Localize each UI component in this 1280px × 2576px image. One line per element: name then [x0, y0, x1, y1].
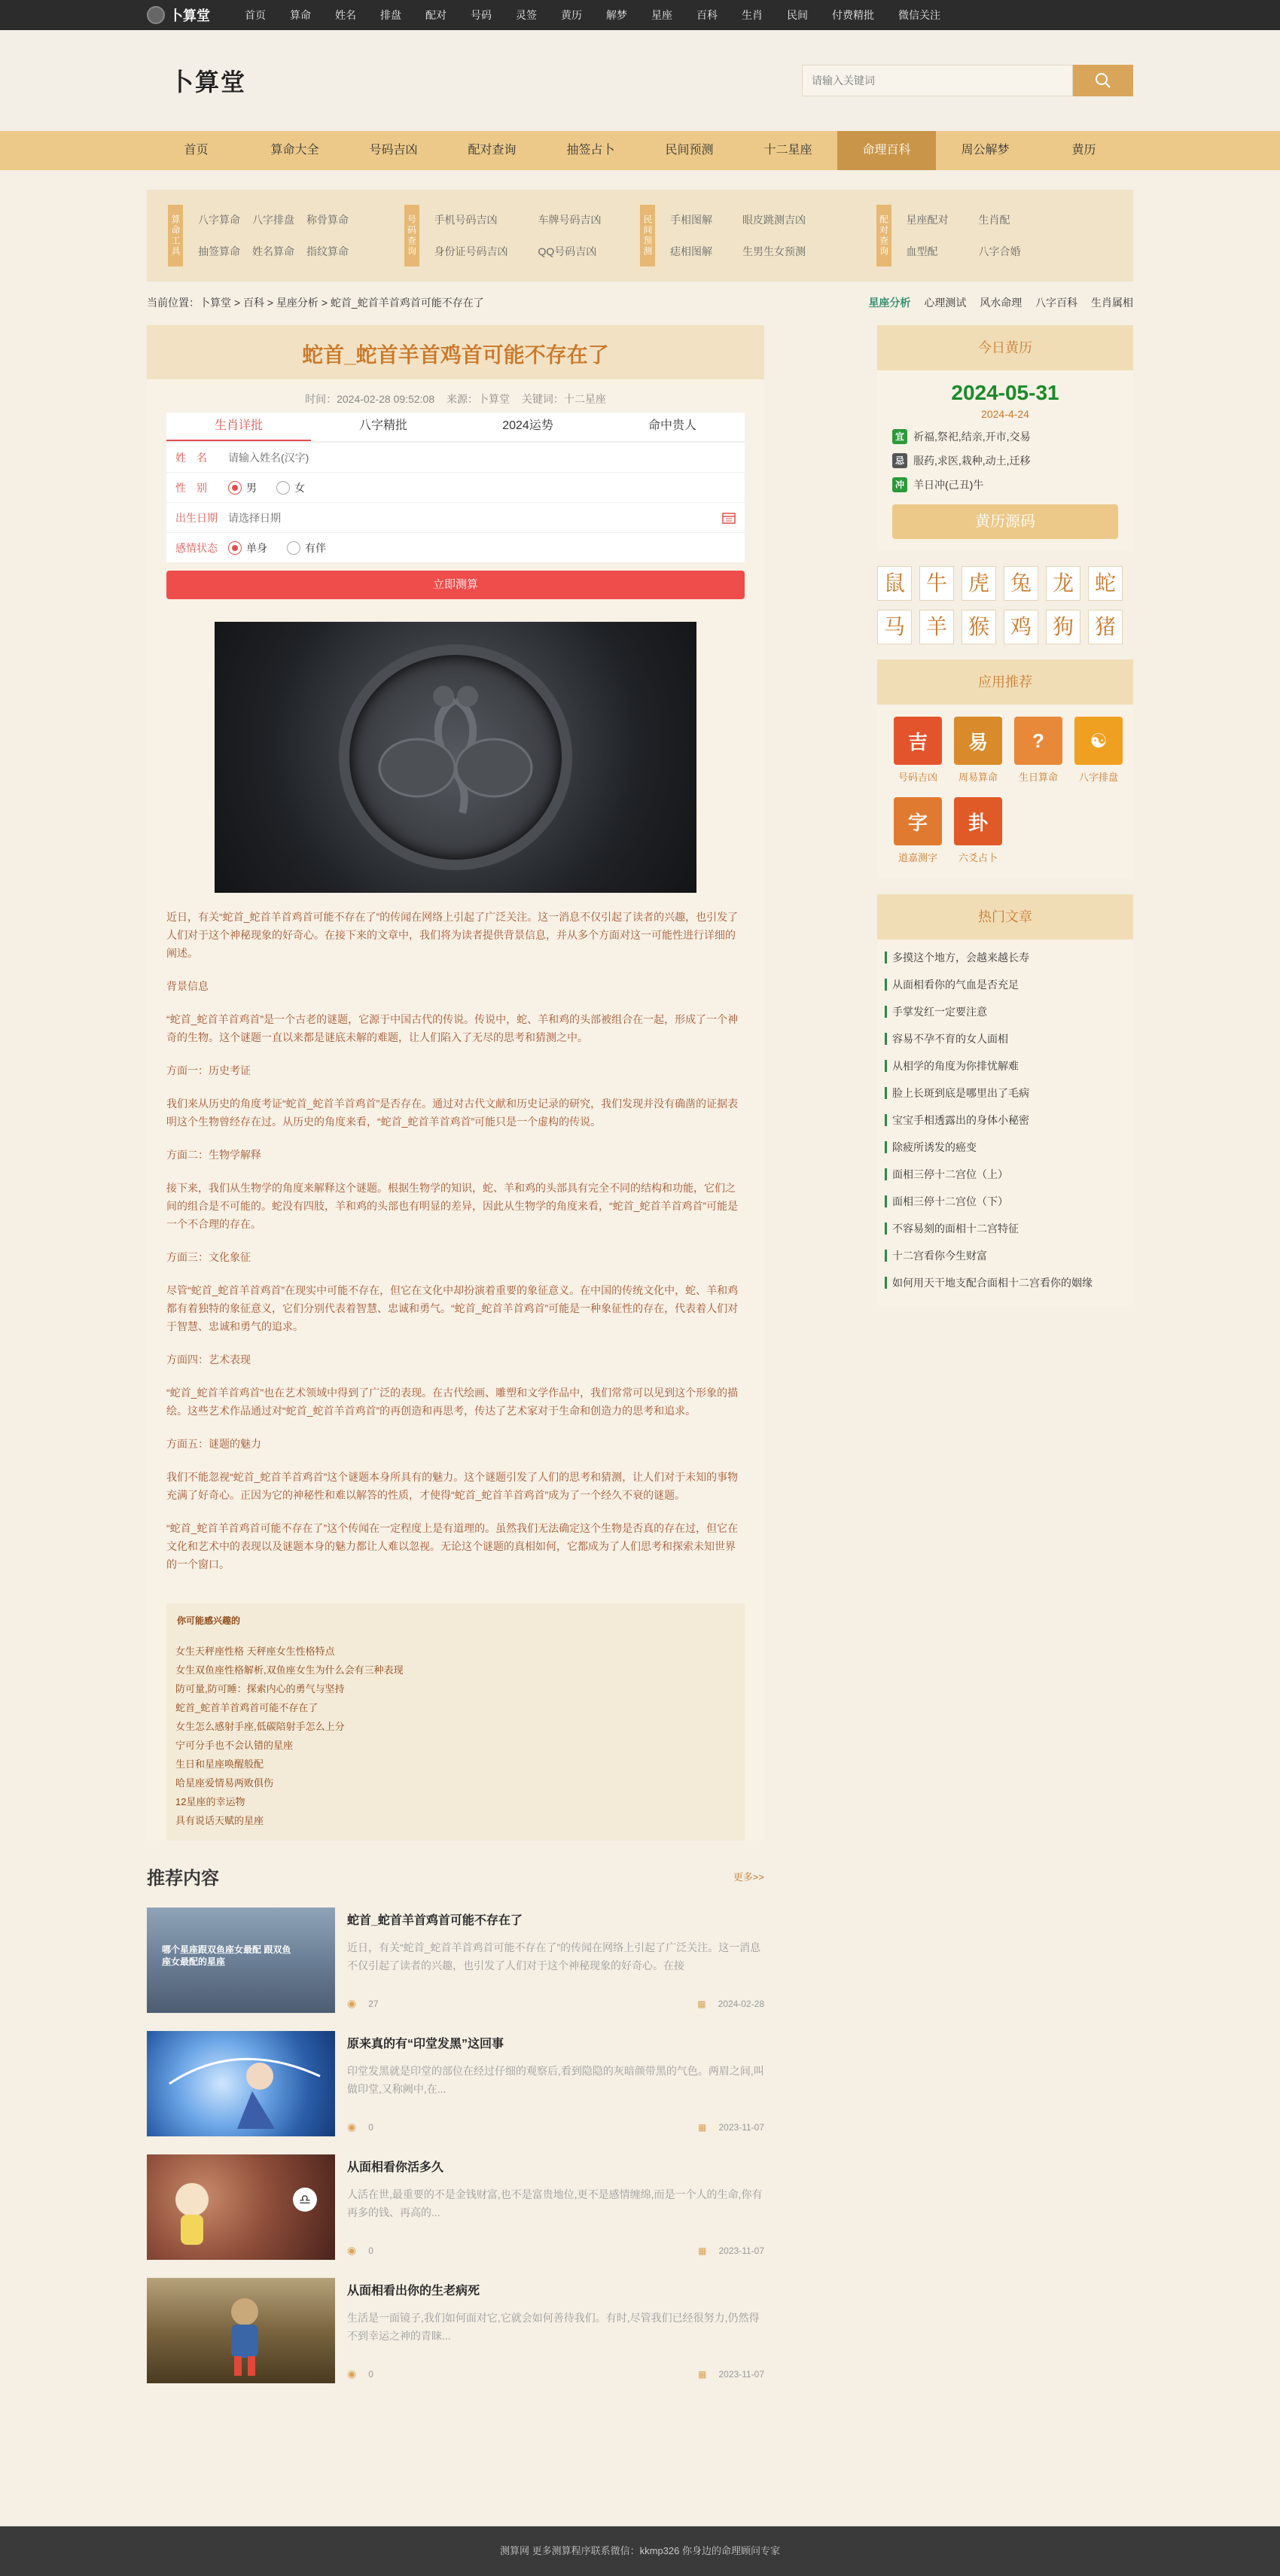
- hot-article-link[interactable]: 手掌发红一定要注意: [885, 998, 1126, 1025]
- sidebar: [877, 325, 1133, 2383]
- search-button[interactable]: [1073, 65, 1133, 96]
- app-label: 号码吉凶: [898, 772, 937, 783]
- related-link[interactable]: 防可量,防可睡：探索内心的勇气与坚持: [175, 1683, 345, 1694]
- single-label: 单身: [246, 541, 267, 554]
- app-label: 周易算命: [958, 772, 998, 783]
- hot-article-link[interactable]: 从面相看你的气血是否充足: [885, 971, 1126, 998]
- tool-link[interactable]: 生肖配: [978, 214, 1010, 226]
- app-label: 六爻占卜: [958, 852, 998, 863]
- recommend-item-title[interactable]: 从面相看你活多久: [347, 2161, 444, 2174]
- app-icon: ?: [1014, 717, 1062, 765]
- tool-link[interactable]: 身份证号码吉凶: [434, 245, 508, 257]
- svg-text:♎: ♎: [298, 2192, 312, 2207]
- recommend-item-title[interactable]: 蛇首_蛇首羊首鸡首可能不存在了: [347, 1914, 523, 1927]
- zodiac-grid: [877, 566, 1133, 644]
- tool-link[interactable]: 星座配对: [906, 214, 949, 226]
- content-wrap: [147, 325, 1133, 2383]
- site-logo[interactable]: 卜算堂: [169, 68, 247, 96]
- almanac-date: 2024-05-31: [951, 381, 1059, 404]
- article-keywords: 关键词：十二星座: [521, 393, 606, 405]
- view-count: 27: [368, 1999, 379, 2009]
- article-meta: [147, 379, 764, 413]
- hot-article-link[interactable]: 多摸这个地方，会越来越长寿: [885, 944, 1126, 971]
- article-paragraph: 接下来，我们从生物学的角度来解释这个谜题。根据生物学的知识，蛇、羊和鸡的头部具有完全不同的结构和功能，它们之间的组合是不可能的。蛇没有四肢，羊和鸡的头部也有明显的差异，因此从生物学的角度来看，“蛇首_蛇首羊首鸡首”可能是一个不合理的存在。: [166, 1182, 739, 1230]
- related-link[interactable]: 蛇首_蛇首羊首鸡首可能不存在了: [175, 1702, 318, 1713]
- tool-link[interactable]: QQ号码吉凶: [538, 245, 597, 257]
- calculate-button[interactable]: 立即测算: [166, 571, 745, 599]
- top-nav-item[interactable]: 解梦: [606, 9, 627, 21]
- app-item[interactable]: [1008, 717, 1068, 784]
- search-box: [802, 65, 1133, 96]
- tool-link[interactable]: 八字算命: [198, 214, 240, 226]
- eye-icon: ◉: [347, 2121, 357, 2133]
- recommend-item-desc: 近日，有关“蛇首_蛇首羊首鸡首可能不存在了”的传闻在网络上引起了广泛关注。这一消息不仅引起了读者的兴趣，也引发了人们对于这个神秘现象的好奇心。在接: [347, 1941, 761, 1972]
- male-label: 男: [246, 481, 257, 494]
- category-link-active[interactable]: 星座分析: [868, 297, 911, 309]
- apps-card: [877, 659, 1133, 879]
- status-single-radio[interactable]: [228, 540, 267, 556]
- tool-link[interactable]: 车牌号码吉凶: [538, 214, 602, 226]
- tool-group-tag: 配对查询: [876, 205, 891, 266]
- eye-icon: ◉: [347, 2367, 357, 2380]
- recommend-thumb[interactable]: [147, 2031, 335, 2136]
- logo-icon: [147, 6, 165, 24]
- radio-checked-icon: [228, 541, 242, 555]
- related-articles: [166, 1603, 745, 1841]
- top-nav-item[interactable]: 灵签: [516, 9, 537, 21]
- related-link[interactable]: 具有说话天赋的星座: [175, 1815, 264, 1826]
- ji-icon: 忌: [892, 453, 907, 468]
- female-label: 女: [294, 481, 305, 494]
- hot-article-link[interactable]: 十二宫看你今生财富: [885, 1242, 1126, 1269]
- tool-link[interactable]: 痣相图解: [670, 245, 712, 257]
- app-icon: ☯: [1074, 717, 1123, 765]
- top-nav-item[interactable]: 姓名: [335, 9, 356, 21]
- article-paragraph: 我们来从历史的角度考证“蛇首_蛇首羊首鸡首”是否存在。通过对古代文献和历史记录的研究，我们发现并没有确凿的证据表明这个生物曾经存在过。从历史的角度来看，“蛇首_蛇首羊首鸡首”可能只是一个虚构的传说。: [166, 1098, 739, 1128]
- medallion-engraving: [349, 655, 562, 860]
- recommend-item[interactable]: [147, 2031, 764, 2136]
- name-input[interactable]: 请输入姓名(汉字): [228, 451, 309, 464]
- top-bar: [0, 0, 1280, 30]
- related-link[interactable]: 12星座的幸运物: [175, 1796, 245, 1807]
- tool-link[interactable]: 手机号码吉凶: [434, 214, 498, 226]
- recommend-thumb[interactable]: [147, 2278, 335, 2383]
- recommend-title: 推荐内容: [147, 1868, 219, 1889]
- calendar-icon: ▦: [698, 2368, 707, 2380]
- app-icon: 易: [954, 717, 1002, 765]
- eye-icon: ◉: [347, 1997, 357, 2009]
- top-nav-item[interactable]: 微信关注: [898, 9, 940, 21]
- article-paragraph: 尽管“蛇首_蛇首羊首鸡首”在现实中可能不存在，但它在文化中却扮演着重要的象征意义。在中国的传统文化中，蛇、羊和鸡都有着独特的象征意义，它们分别代表着智慧、忠诚和勇气。“蛇首_蛇首羊首鸡首”可能是一种象征性的存在，代表着人们对于智慧、忠诚和勇气的追求。: [166, 1284, 739, 1332]
- breadcrumb-link[interactable]: 星座分析: [276, 297, 318, 309]
- top-nav-item[interactable]: 首页: [245, 9, 266, 21]
- article-subheading: 方面五：谜题的魅力: [166, 1438, 261, 1450]
- search-icon: [1095, 72, 1111, 89]
- zodiac-rooster[interactable]: 鸡: [1004, 610, 1038, 644]
- related-link[interactable]: 女生天秤座性格 天秤座女生性格特点: [175, 1646, 335, 1657]
- related-link[interactable]: 宁可分手也不会认错的星座: [175, 1740, 294, 1751]
- top-nav-item[interactable]: 星座: [651, 9, 672, 21]
- publish-date: 2023-11-07: [718, 2368, 764, 2380]
- article-subheading: 方面三：文化象征: [166, 1251, 251, 1263]
- radio-unchecked-icon: [276, 481, 290, 495]
- tool-group-fortune: [168, 205, 404, 266]
- zodiac-dragon[interactable]: 龙: [1046, 566, 1080, 601]
- article-paragraph: “蛇首_蛇首羊首鸡首”是一个古老的谜题，它源于中国古代的传说。传说中，蛇、羊和鸡的头部被组合在一起，形成了一个神奇的生物。这个谜题一直以来都是谜底未解的难题，让人们陷入了无尽的思考和猜测之中。: [166, 1013, 739, 1043]
- birth-label: 出生日期: [175, 511, 218, 524]
- name-label: 姓 名: [175, 451, 207, 464]
- header: [0, 30, 1280, 131]
- category-link[interactable]: 生肖属相: [1091, 297, 1133, 309]
- related-title: 你可能感兴趣的: [177, 1615, 241, 1626]
- form-row-status: [166, 533, 745, 563]
- article-paragraph: “蛇首_蛇首羊首鸡首可能不存在了”这个传闻在一定程度上是有道理的。虽然我们无法确定这个生物是否真的存在过，但它在文化和艺术中的表现以及谜题本身的魅力都让人难以忽视。无论这个谜题的真相如何，它都成为了人们思考和探索未知世界的一个窗口。: [166, 1522, 739, 1570]
- main-nav-item[interactable]: 民间预测: [665, 144, 714, 157]
- publish-date: 2024-02-28: [718, 1998, 764, 2009]
- category-links: [858, 295, 1133, 312]
- category-link[interactable]: 心理测试: [924, 297, 967, 309]
- tool-link[interactable]: 手相图解: [670, 214, 712, 226]
- article-paragraph: 近日，有关“蛇首_蛇首羊首鸡首可能不存在了”的传闻在网络上引起了广泛关注。这一消息不仅引起了读者的兴趣，也引发了人们对于这个神秘现象的好奇心。在接下来的文章中，我们将为读者提供背景信息，并从多个方面对这一可能性进行详细的阐述。: [166, 911, 739, 959]
- hot-article-link[interactable]: 脸上长斑到底是哪里出了毛病: [885, 1079, 1126, 1107]
- related-link[interactable]: 哈星座爱情易两败俱伤: [175, 1777, 274, 1789]
- almanac-lunar-date: 2024-4-24: [981, 408, 1029, 420]
- hot-article-link[interactable]: 面相三停十二宫位（上）: [885, 1161, 1126, 1188]
- zodiac-rabbit[interactable]: 兔: [1004, 566, 1038, 601]
- app-label: 八字排盘: [1078, 772, 1118, 783]
- breadcrumb-link[interactable]: 卜算堂: [200, 297, 231, 309]
- related-link[interactable]: 女生怎么感射手座,低碳陪射手怎么上分: [175, 1721, 345, 1732]
- form-row-name: [166, 443, 745, 473]
- main-nav-item[interactable]: 号码吉凶: [369, 144, 418, 157]
- zodiac-pig[interactable]: 猪: [1088, 610, 1123, 644]
- top-nav-item[interactable]: 百科: [696, 9, 718, 21]
- article-image: [215, 622, 696, 893]
- tab-bazi[interactable]: 八字精批: [358, 419, 407, 432]
- gender-label: 性 别: [175, 481, 207, 494]
- app-item[interactable]: [1068, 717, 1129, 784]
- form-row-birth: [166, 503, 745, 533]
- article-title-bar: [147, 325, 764, 379]
- main-column: [147, 325, 764, 2383]
- top-nav-item[interactable]: 号码: [471, 9, 492, 21]
- zodiac-goat[interactable]: 羊: [919, 610, 954, 644]
- zodiac-dog[interactable]: 狗: [1046, 610, 1080, 644]
- tool-link[interactable]: 指纹算命: [306, 245, 349, 257]
- almanac-card: [877, 325, 1133, 551]
- almanac-source-button[interactable]: 黄历源码: [892, 504, 1118, 539]
- top-logo[interactable]: [147, 5, 210, 25]
- footer: 测算网 更多测算程序联系微信：kkmp326 你身边的命理顾问专家: [0, 2526, 1280, 2576]
- tool-group-match: [876, 205, 1113, 266]
- publish-date: 2023-11-07: [718, 2121, 764, 2133]
- fortune-tabs: [166, 413, 745, 443]
- recommend-item-desc: 印堂发黑就是印堂的部位在经过仔细的观察后,看到隐隐的灰暗颜带黑的气色。两眉之间,叫做印堂,又称阙中,在...: [347, 2065, 764, 2095]
- recommend-thumb[interactable]: [147, 1908, 335, 2013]
- almanac-chong: 羊日冲(己丑)牛: [913, 479, 984, 491]
- partnered-label: 有伴: [305, 541, 326, 554]
- almanac-ji: 服药,求医,栽种,动土,迁移: [913, 455, 1031, 467]
- article-subheading: 方面一：历史考证: [166, 1064, 251, 1076]
- recommend-item[interactable]: [147, 2154, 764, 2260]
- hot-article-link[interactable]: 容易不孕不育的女人面相: [885, 1025, 1126, 1052]
- gender-male-radio[interactable]: [228, 480, 257, 495]
- top-nav-item[interactable]: 民间: [787, 9, 808, 21]
- tool-link[interactable]: 抽签算命: [198, 245, 240, 257]
- top-nav-item[interactable]: 付费精批: [832, 9, 874, 21]
- main-nav-item[interactable]: 首页: [184, 144, 209, 157]
- recommend-header: [147, 1863, 764, 1889]
- chong-icon: 冲: [892, 477, 907, 492]
- article-subheading: 方面二：生物学解释: [166, 1149, 261, 1161]
- top-nav: [233, 0, 952, 30]
- article-time: 时间：2024-02-28 09:52:08: [305, 393, 435, 405]
- article-paragraph: “蛇首_蛇首羊首鸡首”也在艺术领域中得到了广泛的表现。在古代绘画、雕塑和文学作品中，我们常常可以见到这个形象的描绘。这些艺术作品通过对“蛇首_蛇首羊首鸡首”的再创造和再思考，传达了艺术家对于生命和创造力的思考和追求。: [166, 1387, 739, 1417]
- hot-article-link[interactable]: 宝宝手相透露出的身体小秘密: [885, 1107, 1126, 1134]
- tool-group-number: [404, 205, 641, 266]
- top-nav-item[interactable]: 生肖: [742, 9, 763, 21]
- top-nav-item[interactable]: 配对: [425, 9, 446, 21]
- app-item[interactable]: [888, 717, 948, 784]
- child-illustration: [147, 2278, 335, 2383]
- app-item[interactable]: [888, 797, 948, 864]
- view-count: 0: [368, 2246, 373, 2256]
- tool-link[interactable]: 称骨算命: [306, 214, 349, 226]
- recommend-item-title[interactable]: 从面相看出你的生老病死: [347, 2285, 480, 2297]
- tab-2024-fortune[interactable]: 2024运势: [502, 419, 553, 432]
- tool-link[interactable]: 眼皮跳测吉凶: [742, 214, 806, 226]
- app-icon: 字: [894, 797, 942, 845]
- recommend-item[interactable]: [147, 2278, 764, 2383]
- main-nav-item[interactable]: 抽签占卜: [566, 144, 615, 157]
- category-link[interactable]: 风水命理: [980, 297, 1022, 309]
- main-nav-item[interactable]: 算命大全: [270, 144, 319, 157]
- archer-illustration: [147, 2031, 335, 2136]
- hot-article-link[interactable]: 如何用天干地支配合面相十二宫看你的姻缘: [885, 1269, 1126, 1296]
- view-count: 0: [368, 2369, 373, 2380]
- hot-article-link[interactable]: 不容易刻的面相十二宫特征: [885, 1215, 1126, 1242]
- status-label: 感情状态: [175, 541, 218, 554]
- main-nav: [0, 131, 1280, 170]
- app-item[interactable]: [948, 717, 1008, 784]
- top-nav-item[interactable]: 黄历: [561, 9, 582, 21]
- zodiac-snake[interactable]: 蛇: [1088, 566, 1123, 601]
- almanac-title: 今日黄历: [877, 325, 1133, 370]
- tool-link[interactable]: 血型配: [906, 245, 938, 257]
- eye-icon: ◉: [347, 2244, 357, 2256]
- main-nav-item[interactable]: 配对查询: [468, 144, 517, 157]
- tool-link[interactable]: 八字排盘: [252, 214, 294, 226]
- hot-articles-card: [877, 894, 1133, 1305]
- tool-group-tag: 算命工具: [168, 205, 183, 266]
- status-partnered-radio[interactable]: [287, 540, 326, 556]
- article-subheading: 背景信息: [166, 980, 209, 992]
- fortune-form: [166, 443, 745, 563]
- top-nav-item[interactable]: 排盘: [380, 9, 401, 21]
- app-icon: 卦: [954, 797, 1002, 845]
- recommend-thumb[interactable]: [147, 2154, 335, 2260]
- app-label: 生日算命: [1018, 772, 1058, 783]
- zodiac-ox[interactable]: 牛: [919, 566, 954, 601]
- hot-title: 热门文章: [877, 894, 1133, 939]
- calendar-icon: ▦: [698, 2245, 707, 2256]
- snake-medallion-image: [339, 644, 572, 870]
- recommend-item[interactable]: [147, 1908, 764, 2013]
- main-nav-item[interactable]: 周公解梦: [961, 144, 1010, 157]
- tool-group-tag: 民间预测: [640, 205, 655, 266]
- tool-group-tag: 号码查询: [404, 205, 419, 266]
- zodiac-tiger[interactable]: 虎: [962, 566, 996, 601]
- radio-unchecked-icon: [287, 541, 300, 555]
- gender-female-radio[interactable]: [276, 480, 305, 495]
- tool-link[interactable]: 生男生女预测: [742, 245, 806, 257]
- search-input[interactable]: [802, 65, 1073, 96]
- article: [147, 325, 764, 1841]
- yi-icon: 宜: [892, 429, 907, 444]
- recommend-item-title[interactable]: 原来真的有“印堂发黑”这回事: [347, 2038, 504, 2051]
- tool-link[interactable]: 八字合婚: [978, 245, 1021, 257]
- apps-title: 应用推荐: [877, 659, 1133, 705]
- tool-link[interactable]: 姓名算命: [252, 245, 294, 257]
- almanac-yi: 祈福,祭祀,结亲,开市,交易: [913, 431, 1031, 443]
- hot-article-link[interactable]: 面相三停十二宫位（下）: [885, 1188, 1126, 1215]
- top-logo-text: 卜算堂: [169, 8, 210, 23]
- calendar-icon[interactable]: [722, 512, 736, 524]
- main-nav-item[interactable]: 十二星座: [763, 144, 812, 157]
- article-paragraph: 我们不能忽视“蛇首_蛇首羊首鸡首”这个谜题本身所具有的魅力。这个谜题引发了人们的思考和猜测，让人们对于未知的事物充满了好奇心。正因为它的神秘性和难以解答的性质，才使得“蛇首_蛇首羊首鸡首”成为了一个经久不衰的谜题。: [166, 1471, 739, 1501]
- related-link[interactable]: 生日和星座唤醒般配: [175, 1758, 264, 1770]
- breadcrumb-current: 蛇首_蛇首羊首鸡首可能不存在了: [330, 297, 484, 309]
- recommend-item-desc: 人活在世,最重要的不是金钱财富,也不是富贵地位,更不是感情缠绵,而是一个人的生命,你有再多的钱、再高的...: [347, 2188, 763, 2218]
- radio-checked-icon: [228, 481, 242, 495]
- birth-date-input[interactable]: 请选择日期: [228, 511, 281, 524]
- article-body: [147, 893, 764, 1596]
- tab-noble-person[interactable]: 命中贵人: [648, 419, 696, 432]
- tab-zodiac-detail[interactable]: 生肖详批: [166, 413, 311, 441]
- publish-date: 2023-11-07: [718, 2245, 764, 2256]
- article-subheading: 方面四：艺术表现: [166, 1353, 251, 1366]
- zodiac-rat[interactable]: 鼠: [877, 566, 912, 601]
- breadcrumb-row: [147, 295, 1133, 312]
- app-icon: 吉: [894, 717, 942, 765]
- app-label: 道嘉测字: [898, 852, 937, 863]
- recommend-more-link[interactable]: 更多>>: [733, 1871, 764, 1883]
- thumb-caption: 哪个星座跟双鱼座女最配 跟双鱼座女最配的星座: [162, 1944, 291, 1967]
- article-source: 来源：卜算堂: [446, 393, 510, 405]
- view-count: 0: [368, 2122, 373, 2133]
- breadcrumb-link[interactable]: 百科: [242, 297, 264, 309]
- main-nav-item-active[interactable]: 命理百科: [837, 131, 936, 170]
- main-nav-item[interactable]: 黄历: [1071, 144, 1096, 157]
- breadcrumb: 当前位置：卜算堂 > 百科 > 星座分析 > 蛇首_蛇首羊首鸡首可能不存在了: [147, 297, 484, 309]
- related-link[interactable]: 女生双鱼座性格解析,双鱼座女生为什么会有三种表现: [175, 1664, 404, 1676]
- category-link[interactable]: 八字百科: [1035, 297, 1078, 309]
- calendar-icon: ▦: [697, 1998, 706, 2009]
- app-item[interactable]: [948, 797, 1008, 864]
- calendar-icon: ▦: [698, 2121, 707, 2133]
- recommend-item-desc: 生活是一面镜子,我们如何面对它,它就会如何善待我们。有时,尽管我们已经很努力,仍然得不到幸运之神的青睐...: [347, 2312, 760, 2342]
- breadcrumb-prefix: 当前位置：: [147, 297, 200, 309]
- tools-panel: [147, 190, 1133, 282]
- zodiac-horse[interactable]: 马: [877, 610, 912, 644]
- zodiac-monkey[interactable]: 猴: [962, 610, 996, 644]
- form-row-gender: [166, 473, 745, 503]
- hot-article-link[interactable]: 从相学的角度为你排忧解难: [885, 1052, 1126, 1079]
- top-nav-item[interactable]: 算命: [290, 9, 311, 21]
- hot-article-link[interactable]: 除疲所诱发的癌变: [885, 1134, 1126, 1161]
- tool-group-folk: [640, 205, 876, 266]
- libra-girl-illustration: [147, 2154, 335, 2260]
- article-title: 蛇首_蛇首羊首鸡首可能不存在了: [302, 343, 609, 367]
